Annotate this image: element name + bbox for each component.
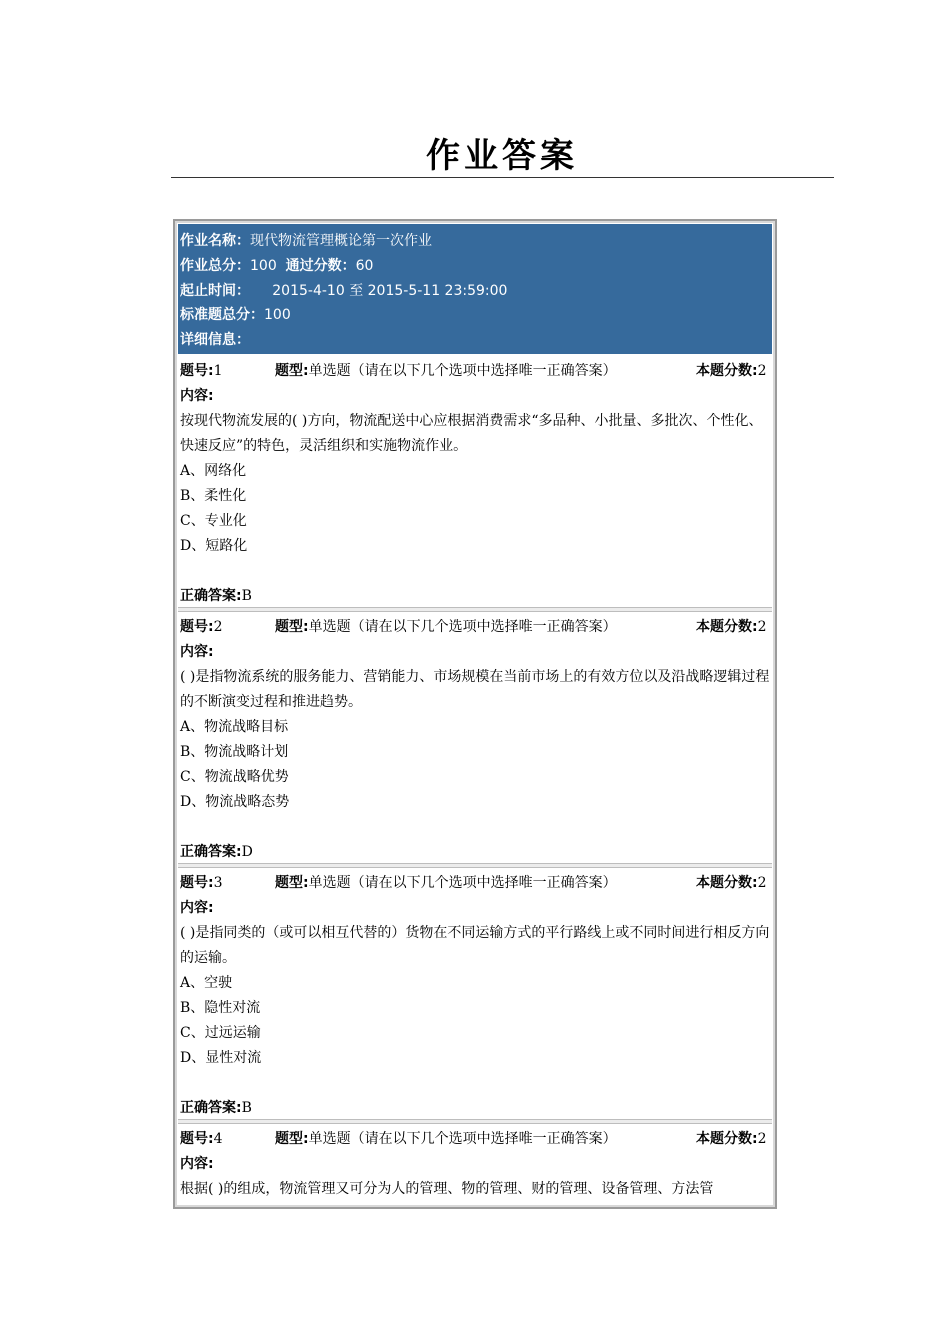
question-score: 2 xyxy=(757,875,767,891)
answer-label: 正确答案: xyxy=(180,1100,242,1116)
question-score-label: 本题分数: xyxy=(696,363,758,379)
option-a: A、网络化 xyxy=(180,463,247,479)
question-header xyxy=(180,615,767,640)
total-score-value: 100 xyxy=(250,258,277,274)
question-number: 2 xyxy=(213,619,223,635)
option-a: A、物流战略目标 xyxy=(180,719,289,735)
question-type: 单选题（请在以下几个选项中选择唯一正确答案） xyxy=(308,1131,617,1147)
homework-info-panel xyxy=(178,224,772,354)
question-score-label: 本题分数: xyxy=(696,1131,758,1147)
answer-row xyxy=(180,584,252,609)
option-b: B、柔性化 xyxy=(180,488,247,504)
answer-row xyxy=(180,1096,252,1121)
homework-score-row xyxy=(180,254,373,278)
question-type: 单选题（请在以下几个选项中选择唯一正确答案） xyxy=(308,363,617,379)
option-a: A、空驶 xyxy=(180,975,233,991)
question-type-label: 题型: xyxy=(275,1131,309,1147)
time-start: 2015-4-10 xyxy=(272,283,345,299)
document-title: 作业答案 xyxy=(426,136,578,176)
question-header xyxy=(180,359,767,384)
question-header xyxy=(180,1127,767,1152)
detail-info-row xyxy=(180,328,250,352)
pass-score-value: 60 xyxy=(355,258,374,274)
question-score-label: 本题分数: xyxy=(696,875,758,891)
homework-name-label: 作业名称： xyxy=(180,233,250,249)
answer-row xyxy=(180,840,253,865)
total-score-label: 作业总分： xyxy=(180,258,250,274)
content-label: 内容: xyxy=(180,1156,214,1172)
question-type-label: 题型: xyxy=(275,875,309,891)
question-divider xyxy=(178,1119,772,1124)
pass-score-label: 通过分数： xyxy=(285,258,356,274)
question-type: 单选题（请在以下几个选项中选择唯一正确答案） xyxy=(308,619,617,635)
standard-score-value: 100 xyxy=(264,307,291,323)
option-d: D、短路化 xyxy=(180,538,248,554)
question-header xyxy=(180,871,767,896)
content-label: 内容: xyxy=(180,388,214,404)
question-type-label: 题型: xyxy=(275,619,309,635)
answer-value: D xyxy=(241,844,253,860)
option-d: D、显性对流 xyxy=(180,1050,262,1066)
question-divider xyxy=(178,863,772,868)
question-text: 按现代物流发展的( )方向，物流配送中心应根据消费需求“多品种、小批量、多批次、个性化、快速反应”的特色，灵活组织和实施物流作业。 xyxy=(180,413,763,454)
answer-label: 正确答案: xyxy=(180,844,242,860)
question-number-label: 题号: xyxy=(180,363,214,379)
time-separator: 至 xyxy=(349,283,364,299)
question-type-label: 题型: xyxy=(275,363,309,379)
title-divider xyxy=(171,177,834,178)
standard-score-row xyxy=(180,303,291,327)
answer-value: B xyxy=(241,588,252,604)
time-end: 2015-5-11 23:59:00 xyxy=(367,283,508,299)
question-text: ( )是指物流系统的服务能力、营销能力、市场规模在当前市场上的有效方位以及沿战略逻辑过程的不断演变过程和推进趋势。 xyxy=(180,669,770,710)
time-label: 起止时间： xyxy=(180,283,250,299)
question-type: 单选题（请在以下几个选项中选择唯一正确答案） xyxy=(308,875,617,891)
homework-time-row xyxy=(180,279,507,303)
question-text: 根据( )的组成，物流管理又可分为人的管理、物的管理、财的管理、设备管理、方法管 xyxy=(180,1181,714,1197)
question-number-label: 题号: xyxy=(180,619,214,635)
content-label: 内容: xyxy=(180,644,214,660)
question-score: 2 xyxy=(757,1131,767,1147)
homework-name-row xyxy=(180,229,432,253)
homework-name-value: 现代物流管理概论第一次作业 xyxy=(250,233,432,249)
option-c: C、专业化 xyxy=(180,513,247,529)
detail-info-label: 详细信息： xyxy=(180,332,250,348)
question-score: 2 xyxy=(757,363,767,379)
answer-value: B xyxy=(241,1100,252,1116)
question-number: 3 xyxy=(213,875,223,891)
question-number-label: 题号: xyxy=(180,875,214,891)
option-c: C、物流战略优势 xyxy=(180,769,289,785)
question-text: ( )是指同类的（或可以相互代替的）货物在不同运输方式的平行路线上或不同时间进行相反方向的运输。 xyxy=(180,925,770,966)
question-divider xyxy=(178,607,772,612)
answer-label: 正确答案: xyxy=(180,588,242,604)
option-c: C、过远运输 xyxy=(180,1025,261,1041)
option-b: B、隐性对流 xyxy=(180,1000,261,1016)
option-d: D、物流战略态势 xyxy=(180,794,290,810)
option-b: B、物流战略计划 xyxy=(180,744,289,760)
standard-score-label: 标准题总分： xyxy=(180,307,264,323)
question-number-label: 题号: xyxy=(180,1131,214,1147)
question-score-label: 本题分数: xyxy=(696,619,758,635)
question-number: 4 xyxy=(213,1131,223,1147)
question-number: 1 xyxy=(213,363,223,379)
content-label: 内容: xyxy=(180,900,214,916)
question-score: 2 xyxy=(757,619,767,635)
homework-frame xyxy=(173,219,777,1209)
